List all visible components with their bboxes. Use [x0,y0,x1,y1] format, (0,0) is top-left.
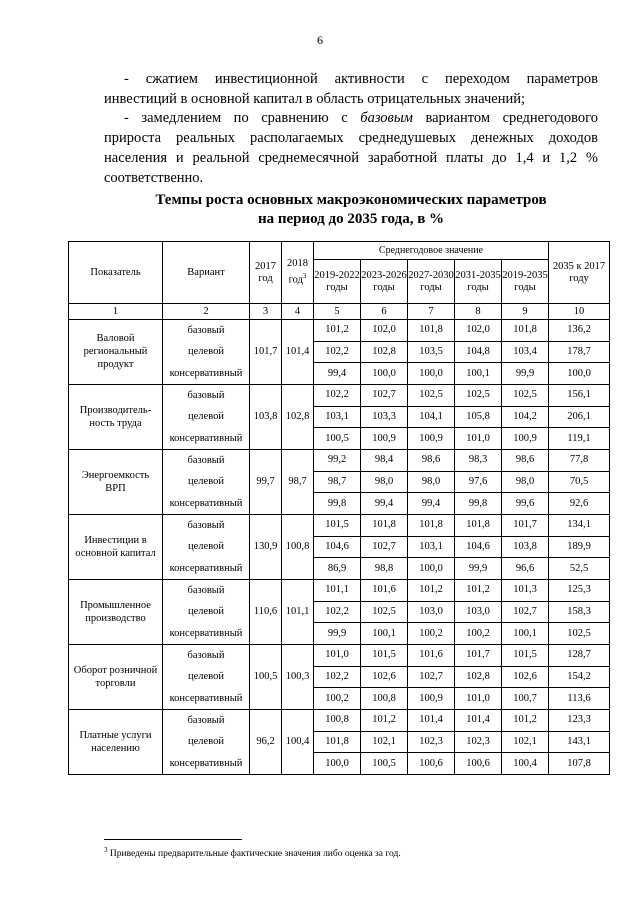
value-cell: 101,1 [314,579,361,601]
paragraph-line: населения и реальной среднемесячной заработной платы до 1,4 и 1,2 % [104,150,598,166]
column-number: 5 [314,304,361,320]
variant-label: консервативный [169,367,243,379]
value-cell: 99,2 [314,449,361,471]
value-cell: 102,3 [408,731,455,753]
value-cell: 128,7 [549,644,610,666]
paragraph-line: - замедлением по сравнению с базовым вариантом среднегодового [124,110,598,126]
header-2018: 2018 год$^3$ [282,242,314,304]
value-cell: 158,3 [549,601,610,623]
table-row [69,320,610,342]
value-cell: 107,8 [549,753,610,775]
value-cell: 100,1 [455,363,502,385]
value-cell: 100,0 [408,558,455,580]
variant-label: базовый [187,714,225,726]
variant-cell [163,644,250,709]
value-cell: 102,5 [408,384,455,406]
value-cell: 101,8 [361,514,408,536]
value-cell: 99,8 [314,493,361,515]
value-cell: 101,7 [502,514,549,536]
header-average: Среднегодовое значение [314,242,549,260]
variant-cell [163,579,250,644]
value-cell: 103,8 [502,536,549,558]
value-cell: 125,3 [549,579,610,601]
value-cell: 96,6 [502,558,549,580]
variant-label: базовый [187,454,225,466]
variant-label: консервативный [169,627,243,639]
value-cell: 102,2 [314,384,361,406]
value-cell: 99,9 [455,558,502,580]
value-cell: 104,6 [314,536,361,558]
table-row [69,709,610,731]
variant-cell [163,384,250,449]
value-cell: 102,6 [361,666,408,688]
value-cell: 102,5 [361,601,408,623]
year-value: 110,6 [250,579,282,644]
value-cell: 123,3 [549,709,610,731]
column-number: 2 [163,304,250,320]
value-cell: 99,9 [502,363,549,385]
value-cell: 102,1 [502,731,549,753]
value-cell: 92,6 [549,493,610,515]
value-cell: 98,4 [361,449,408,471]
indicator-name: Инвестиции в основной капитал [69,514,163,579]
variant-label: целевой [188,346,224,358]
value-cell: 156,1 [549,384,610,406]
value-cell: 86,9 [314,558,361,580]
variant-label: консервативный [169,562,243,574]
page-number: 6 [317,33,323,47]
value-cell: 206,1 [549,406,610,428]
value-cell: 101,0 [314,644,361,666]
variant-label: базовый [187,584,225,596]
value-cell: 119,1 [549,428,610,450]
header-indicator: Показатель [69,242,163,304]
value-cell: 101,8 [455,514,502,536]
value-cell: 178,7 [549,341,610,363]
indicator-name: Энергоемкость ВРП [69,449,163,514]
value-cell: 113,6 [549,688,610,710]
variant-label: консервативный [169,432,243,444]
column-number: 3 [250,304,282,320]
value-cell: 103,4 [502,341,549,363]
value-cell: 104,8 [455,341,502,363]
value-cell: 102,2 [314,341,361,363]
value-cell: 100,0 [408,363,455,385]
value-cell: 99,4 [361,493,408,515]
value-cell: 102,7 [361,536,408,558]
value-cell: 102,8 [455,666,502,688]
value-cell: 77,8 [549,449,610,471]
variant-label: целевой [188,541,224,553]
value-cell: 104,1 [408,406,455,428]
value-cell: 102,0 [455,320,502,342]
column-number: 10 [549,304,610,320]
footnote: $^3$ Приведены предварительные фактические значения либо оценка за год. [104,846,401,860]
column-number: 8 [455,304,502,320]
value-cell: 101,8 [408,320,455,342]
indicator-name: Промышленное производство [69,579,163,644]
value-cell: 101,5 [502,644,549,666]
year-value: 100,8 [282,514,314,579]
column-number: 9 [502,304,549,320]
variant-label: целевой [188,606,224,618]
variant-label: базовый [187,649,225,661]
value-cell: 101,4 [408,709,455,731]
value-cell: 101,8 [314,731,361,753]
value-cell: 136,2 [549,320,610,342]
variant-label: целевой [188,736,224,748]
value-cell: 102,5 [549,623,610,645]
column-number: 6 [361,304,408,320]
value-cell: 101,2 [361,709,408,731]
variant-label: целевой [188,411,224,423]
value-cell: 100,1 [361,623,408,645]
value-cell: 189,9 [549,536,610,558]
value-cell: 100,5 [361,753,408,775]
value-cell: 102,1 [361,731,408,753]
value-cell: 154,2 [549,666,610,688]
value-cell: 98,7 [314,471,361,493]
value-cell: 101,2 [408,579,455,601]
variant-label: консервативный [169,757,243,769]
variant-cell [163,709,250,774]
variant-label: целевой [188,476,224,488]
value-cell: 100,7 [502,688,549,710]
year-value: 100,3 [282,644,314,709]
value-cell: 100,9 [361,428,408,450]
paragraph-line: - сжатием инвестиционной активности с переходом параметров [124,71,598,87]
footnote-divider [104,839,242,840]
value-cell: 100,1 [502,623,549,645]
value-cell: 98,6 [408,449,455,471]
table-row [69,449,610,471]
value-cell: 98,0 [502,471,549,493]
table-title: Темпы роста основных макроэкономических параметров на период до 2035 года, в % [155,192,547,227]
variant-cell [163,449,250,514]
value-cell: 101,2 [314,320,361,342]
table-row [69,514,610,536]
year-value: 103,8 [250,384,282,449]
italic-variant: базовым [360,110,413,126]
value-cell: 103,3 [361,406,408,428]
value-cell: 101,6 [408,644,455,666]
value-cell: 143,1 [549,731,610,753]
value-cell: 98,0 [361,471,408,493]
year-value: 101,1 [282,579,314,644]
variant-label: консервативный [169,692,243,704]
value-cell: 105,8 [455,406,502,428]
value-cell: 103,5 [408,341,455,363]
value-cell: 100,2 [408,623,455,645]
header-variant: Вариант [163,242,250,304]
value-cell: 103,0 [408,601,455,623]
value-cell: 102,2 [314,666,361,688]
header-period: 2019-2035 годы [502,260,549,304]
value-cell: 101,8 [502,320,549,342]
value-cell: 100,0 [314,753,361,775]
variant-cell [163,514,250,579]
variant-label: базовый [187,325,225,336]
header-2017: 2017 год [250,242,282,304]
value-cell: 100,9 [502,428,549,450]
year-value: 98,7 [282,449,314,514]
indicator-name: Платные услуги населению [69,709,163,774]
value-cell: 101,2 [502,709,549,731]
value-cell: 100,6 [455,753,502,775]
year-value: 130,9 [250,514,282,579]
value-cell: 70,5 [549,471,610,493]
variant-label: консервативный [169,497,243,509]
year-value: 96,2 [250,709,282,774]
paragraph-line: соответственно. [104,170,204,186]
value-cell: 101,0 [455,688,502,710]
table-row [69,644,610,666]
value-cell: 102,3 [455,731,502,753]
value-cell: 97,6 [455,471,502,493]
value-cell: 100,0 [549,363,610,385]
year-value: 102,8 [282,384,314,449]
value-cell: 102,0 [361,320,408,342]
paragraph-line: инвестиций в основной капитал в область отрицательных значений; [104,91,526,107]
value-cell: 100,4 [502,753,549,775]
paragraph-investment [104,69,598,109]
value-cell: 103,1 [408,536,455,558]
value-cell: 101,4 [455,709,502,731]
value-cell: 98,3 [455,449,502,471]
macro-table [68,241,610,775]
variant-label: базовый [187,519,225,531]
value-cell: 102,5 [455,384,502,406]
header-period: 2019-2022 годы [314,260,361,304]
value-cell: 104,6 [455,536,502,558]
value-cell: 101,8 [408,514,455,536]
value-cell: 100,8 [314,709,361,731]
year-value: 101,4 [282,320,314,385]
year-value: 100,5 [250,644,282,709]
header-period: 2027-2030 годы [408,260,455,304]
year-value: 100,4 [282,709,314,774]
variant-label: целевой [188,671,224,683]
table-row [69,579,610,601]
column-number: 7 [408,304,455,320]
table-row [69,384,610,406]
header-period: 2031-2035 годы [455,260,502,304]
value-cell: 101,5 [361,644,408,666]
value-cell: 102,6 [502,666,549,688]
value-cell: 99,4 [314,363,361,385]
value-cell: 99,6 [502,493,549,515]
value-cell: 102,7 [408,666,455,688]
header-2035-to-2017: 2035 к 2017 году [549,242,610,304]
value-cell: 99,8 [455,493,502,515]
column-numbers-row [69,304,610,320]
value-cell: 101,0 [455,428,502,450]
value-cell: 98,0 [408,471,455,493]
year-value: 101,7 [250,320,282,385]
value-cell: 100,8 [361,688,408,710]
value-cell: 52,5 [549,558,610,580]
variant-cell [163,320,250,385]
value-cell: 101,5 [314,514,361,536]
value-cell: 100,0 [361,363,408,385]
header-period: 2023-2026 годы [361,260,408,304]
variant-label: базовый [187,389,225,401]
footnote-ref: 3 [302,272,307,281]
paragraph-income [104,108,598,188]
value-cell: 102,7 [361,384,408,406]
value-cell: 100,9 [408,428,455,450]
year-value: 99,7 [250,449,282,514]
value-cell: 100,9 [408,688,455,710]
value-cell: 101,6 [361,579,408,601]
indicator-name: Оборот розничной торговли [69,644,163,709]
value-cell: 101,2 [455,579,502,601]
value-cell: 102,5 [502,384,549,406]
value-cell: 98,6 [502,449,549,471]
value-cell: 99,4 [408,493,455,515]
indicator-name: Производитель-ность труда [69,384,163,449]
value-cell: 101,7 [455,644,502,666]
value-cell: 101,3 [502,579,549,601]
value-cell: 100,5 [314,428,361,450]
indicator-name: Валовой региональный продукт [69,320,163,385]
paragraph-line: прироста реальных располагаемых среднедушевых денежных доходов [104,130,598,146]
value-cell: 134,1 [549,514,610,536]
value-cell: 103,0 [455,601,502,623]
value-cell: 100,6 [408,753,455,775]
value-cell: 104,2 [502,406,549,428]
value-cell: 98,8 [361,558,408,580]
value-cell: 103,1 [314,406,361,428]
value-cell: 100,2 [314,688,361,710]
value-cell: 100,2 [455,623,502,645]
value-cell: 102,8 [361,341,408,363]
value-cell: 102,7 [502,601,549,623]
value-cell: 102,2 [314,601,361,623]
column-number: 1 [69,304,163,320]
value-cell: 99,9 [314,623,361,645]
column-number: 4 [282,304,314,320]
